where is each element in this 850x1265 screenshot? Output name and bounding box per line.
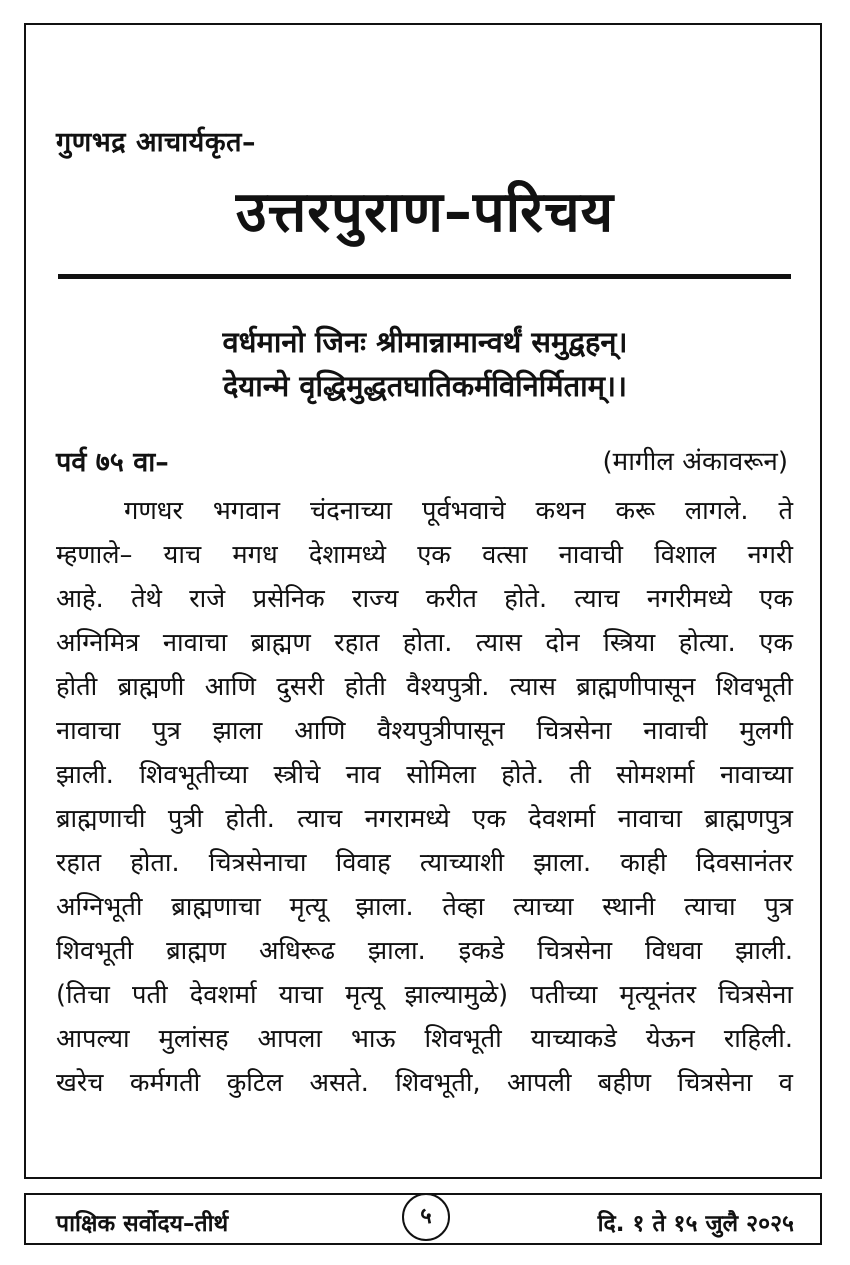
continued-note: (मागील अंकावरून) <box>602 447 788 477</box>
shloka-line-2: देयान्मे वृद्धिमुद्धतघातिकर्मविनिर्मिताम्।। <box>222 369 627 403</box>
body-line: अग्निभूती ब्राह्मणाचा मृत्यू झाला. तेव्हा त्याच्या स्थानी त्याचा पुत्र <box>56 892 793 922</box>
body-line: होती ब्राह्मणी आणि दुसरी होती वैश्यपुत्री. त्यास ब्राह्मणीपासून शिवभूती <box>56 672 793 702</box>
body-line: ब्राह्मणाची पुत्री होती. त्याच नगरामध्ये एक देवशर्मा नावाचा ब्राह्मणपुत्र <box>56 804 793 834</box>
body-line: रहात होता. चित्रसेनाचा विवाह त्याच्याशी झाला. काही दिवसानंतर <box>56 848 793 878</box>
body-line: खरेच कर्मगती कुटिल असते. शिवभूती, आपली बहीण चित्रसेना व <box>56 1068 793 1098</box>
body-line: शिवभूती ब्राह्मण अधिरूढ झाला. इकडे चित्रसेना विधवा झाली. <box>56 936 793 966</box>
page-title: उत्तरपुराण–परिचय <box>235 180 615 245</box>
body-line: गणधर भगवान चंदनाच्या पूर्वभवाचे कथन करू लागले. ते <box>124 496 793 526</box>
author-line: गुणभद्र आचार्यकृत– <box>56 127 256 158</box>
body-line: आहे. तेथे राजे प्रसेनिक राज्य करीत होते. त्याच नगरीमध्ये एक <box>56 584 793 614</box>
title-divider <box>58 274 791 279</box>
footer-date: दि. १ ते १५ जुलै २०२५ <box>597 1211 794 1237</box>
body-line: नावाचा पुत्र झाला आणि वैश्यपुत्रीपासून चित्रसेना नावाची मुलगी <box>56 716 793 746</box>
body-line: आपल्या मुलांसह आपला भाऊ शिवभूती याच्याकडे येऊन राहिली. <box>56 1024 793 1054</box>
page-number: ५ <box>402 1193 450 1241</box>
body-line: अग्निमित्र नावाचा ब्राह्मण रहात होता. त्यास दोन स्त्रिया होत्या. एक <box>56 628 793 658</box>
footer-publication: पाक्षिक सर्वोदय–तीर्थ <box>56 1211 229 1237</box>
body-line: म्हणाले– याच मगध देशामध्ये एक वत्सा नावाची विशाल नगरी <box>56 540 793 570</box>
section-heading: पर्व ७५ वा– <box>56 447 169 478</box>
body-line: (तिचा पती देवशर्मा याचा मृत्यू झाल्यामुळे) पतीच्या मृत्यूनंतर चित्रसेना <box>56 980 793 1010</box>
body-line: झाली. शिवभूतीच्या स्त्रीचे नाव सोमिला होते. ती सोमशर्मा नावाच्या <box>56 760 793 790</box>
shloka-line-1: वर्धमानो जिनः श्रीमान्नामान्वर्थं समुद्वहन्। <box>222 325 628 359</box>
